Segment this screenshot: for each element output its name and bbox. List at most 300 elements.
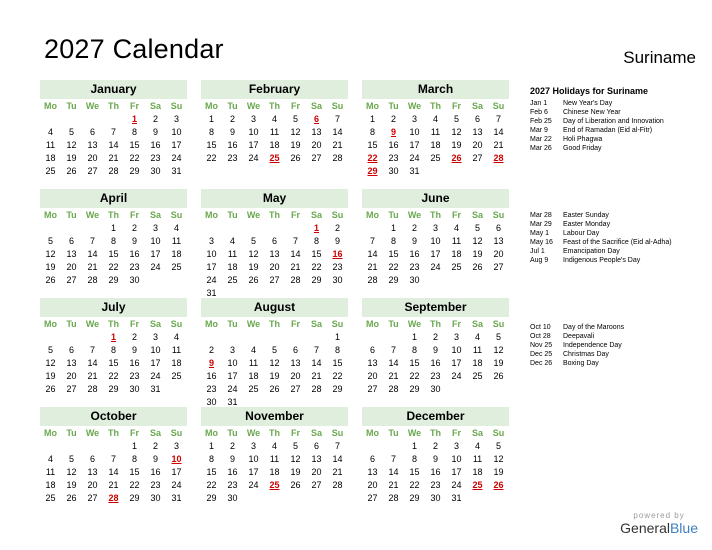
day-cell: 17	[206, 262, 217, 272]
day-cell: 10	[150, 345, 161, 355]
day-cell: 13	[367, 358, 378, 368]
day-cell: 31	[409, 166, 420, 176]
day-cell: 7	[313, 345, 319, 355]
day-cell: 21	[87, 371, 98, 381]
day-cell: 16	[129, 249, 140, 259]
empty-cell	[362, 222, 383, 235]
day-cell: 5	[68, 454, 74, 464]
day-cell: 22	[129, 153, 140, 163]
day-cell: 7	[334, 441, 340, 451]
day-cell: 15	[311, 249, 322, 259]
weekday-label: Tu	[227, 319, 238, 329]
brand-name	[620, 520, 698, 536]
day-cell: 9	[131, 345, 137, 355]
day-cell: 18	[171, 358, 182, 368]
day-cell: 25	[171, 371, 182, 381]
day-cell: 15	[108, 249, 119, 259]
weekday-label: Tu	[388, 428, 399, 438]
weekday-label: Sa	[149, 319, 161, 329]
day-cell: 6	[68, 236, 74, 246]
day-cell: 15	[409, 358, 420, 368]
day-cell: 2	[390, 114, 396, 124]
day-cell: 25	[451, 262, 462, 272]
day-cell: 3	[208, 236, 214, 246]
holiday-day-cell: 1	[110, 332, 116, 342]
day-cell: 25	[171, 262, 182, 272]
holiday-item	[530, 99, 705, 108]
day-cell: 19	[472, 249, 483, 259]
day-cell: 21	[311, 371, 322, 381]
day-cell: 8	[411, 454, 417, 464]
weekday-label: We	[85, 210, 100, 220]
day-cell: 19	[290, 140, 301, 150]
day-cell: 12	[45, 249, 56, 259]
day-cell: 7	[89, 236, 95, 246]
day-cell: 22	[388, 262, 399, 272]
day-cell: 13	[87, 467, 98, 477]
day-cell: 13	[311, 454, 322, 464]
month-header: September	[362, 298, 509, 317]
day-cell: 4	[250, 345, 256, 355]
holiday-day-cell: 9	[208, 358, 214, 368]
day-cell: 31	[150, 384, 161, 394]
weekday-label: Mo	[366, 210, 379, 220]
day-cell: 1	[334, 332, 340, 342]
day-cell: 2	[152, 114, 158, 124]
day-cell: 13	[472, 127, 483, 137]
empty-cell	[201, 331, 222, 344]
day-cell: 11	[472, 454, 483, 464]
day-cell: 21	[388, 371, 399, 381]
weekday-label: Sa	[471, 210, 483, 220]
day-cell: 6	[495, 223, 501, 233]
day-cell: 9	[334, 236, 340, 246]
weekday-label: Su	[170, 210, 183, 220]
day-cell: 9	[152, 127, 158, 137]
day-cell: 21	[388, 480, 399, 490]
weekday-label: Mo	[205, 319, 218, 329]
day-cell: 13	[290, 358, 301, 368]
holiday-item	[530, 341, 705, 350]
day-cell: 6	[313, 441, 319, 451]
day-cell: 27	[311, 153, 322, 163]
day-cell: 2	[131, 332, 137, 342]
weekday-label: Th	[430, 319, 441, 329]
holiday-list-q1	[530, 99, 705, 153]
weekday-label: Fr	[452, 101, 461, 111]
day-cell: 15	[409, 467, 420, 477]
day-cell: 19	[66, 153, 77, 163]
day-cell: 17	[150, 249, 161, 259]
day-cell: 16	[430, 467, 441, 477]
holiday-name: Holi Phagwa	[563, 136, 603, 143]
day-cell: 30	[206, 397, 217, 407]
holiday-item	[530, 332, 705, 341]
weekday-label: Fr	[452, 319, 461, 329]
weekday-label: We	[246, 101, 261, 111]
day-cell: 8	[131, 454, 137, 464]
day-cell: 13	[87, 140, 98, 150]
month-july	[40, 298, 187, 396]
month-days	[201, 208, 348, 300]
holiday-item	[530, 238, 705, 247]
weekday-label: Fr	[452, 210, 461, 220]
holiday-item	[530, 229, 705, 238]
day-cell: 2	[334, 223, 340, 233]
day-cell: 17	[248, 467, 259, 477]
brand-name-general: General	[620, 520, 670, 536]
day-cell: 28	[332, 153, 343, 163]
day-cell: 24	[206, 275, 217, 285]
day-cell: 13	[269, 249, 280, 259]
month-days	[40, 208, 187, 287]
day-cell: 4	[271, 114, 277, 124]
holiday-name: Independence Day	[563, 342, 622, 349]
day-cell: 17	[451, 358, 462, 368]
weekday-label: We	[407, 210, 422, 220]
day-cell: 3	[432, 223, 438, 233]
day-cell: 10	[248, 454, 259, 464]
day-cell: 8	[208, 127, 214, 137]
day-cell: 12	[45, 358, 56, 368]
day-cell: 15	[129, 467, 140, 477]
day-cell: 23	[388, 153, 399, 163]
day-cell: 27	[367, 493, 378, 503]
day-cell: 7	[110, 127, 116, 137]
month-header: October	[40, 407, 187, 426]
day-cell: 29	[311, 275, 322, 285]
day-cell: 4	[271, 441, 277, 451]
holiday-day-cell: 1	[131, 114, 137, 124]
empty-cell	[82, 222, 103, 235]
holiday-list-q4	[530, 323, 705, 368]
day-cell: 26	[45, 384, 56, 394]
weekday-label: Fr	[452, 428, 461, 438]
day-cell: 4	[229, 236, 235, 246]
month-days	[362, 426, 509, 505]
empty-cell	[61, 113, 82, 126]
day-cell: 9	[411, 236, 417, 246]
weekday-label: We	[246, 210, 261, 220]
day-cell: 26	[66, 166, 77, 176]
day-cell: 18	[472, 467, 483, 477]
day-cell: 4	[474, 441, 480, 451]
day-cell: 17	[171, 140, 182, 150]
day-cell: 24	[150, 262, 161, 272]
holiday-item	[530, 135, 705, 144]
day-cell: 16	[227, 467, 238, 477]
day-cell: 10	[206, 249, 217, 259]
weekday-label: Fr	[291, 319, 300, 329]
holiday-name: Easter Sunday	[563, 212, 609, 219]
weekday-label: Th	[269, 101, 280, 111]
day-cell: 29	[129, 493, 140, 503]
month-may	[201, 189, 348, 300]
day-cell: 21	[108, 153, 119, 163]
day-cell: 3	[453, 441, 459, 451]
holiday-date: Oct 10	[530, 324, 551, 331]
month-days	[40, 426, 187, 505]
day-cell: 8	[369, 127, 375, 137]
day-cell: 23	[430, 480, 441, 490]
empty-cell	[40, 331, 61, 344]
day-cell: 17	[150, 358, 161, 368]
weekday-label: We	[407, 101, 422, 111]
day-cell: 23	[150, 480, 161, 490]
weekday-label: Tu	[66, 210, 77, 220]
day-cell: 6	[89, 127, 95, 137]
day-cell: 19	[66, 480, 77, 490]
weekday-label: We	[246, 319, 261, 329]
empty-cell	[285, 222, 306, 235]
holiday-name: Emancipation Day	[563, 248, 620, 255]
day-cell: 24	[409, 153, 420, 163]
day-cell: 30	[332, 275, 343, 285]
weekday-label: Fr	[130, 319, 139, 329]
day-cell: 23	[227, 480, 238, 490]
brand-logo	[620, 511, 698, 536]
day-cell: 18	[171, 249, 182, 259]
holiday-day-cell: 1	[313, 223, 319, 233]
holiday-name: Day of Liberation and Innovation	[563, 118, 664, 125]
day-cell: 12	[472, 236, 483, 246]
day-cell: 15	[108, 358, 119, 368]
weekday-label: Tu	[227, 428, 238, 438]
holiday-day-cell: 26	[451, 153, 462, 163]
day-cell: 3	[411, 114, 417, 124]
weekday-label: We	[407, 428, 422, 438]
day-cell: 25	[430, 153, 441, 163]
day-cell: 4	[474, 332, 480, 342]
weekday-label: Su	[492, 428, 505, 438]
weekday-label: Mo	[44, 319, 57, 329]
day-cell: 28	[332, 480, 343, 490]
day-cell: 12	[493, 454, 504, 464]
month-header: February	[201, 80, 348, 99]
day-cell: 11	[227, 249, 238, 259]
weekday-label: Fr	[130, 101, 139, 111]
empty-cell	[264, 331, 285, 344]
day-cell: 10	[171, 127, 182, 137]
day-cell: 28	[388, 384, 399, 394]
holiday-day-cell: 29	[367, 166, 378, 176]
holiday-date: Dec 26	[530, 360, 553, 367]
day-cell: 9	[229, 127, 235, 137]
day-cell: 9	[152, 454, 158, 464]
holiday-item	[530, 247, 705, 256]
day-cell: 19	[248, 262, 259, 272]
holiday-date: Dec 25	[530, 351, 553, 358]
day-cell: 22	[129, 480, 140, 490]
day-cell: 15	[129, 140, 140, 150]
day-cell: 23	[129, 371, 140, 381]
weekday-label: Mo	[44, 428, 57, 438]
day-cell: 15	[206, 467, 217, 477]
holiday-name: Feast of the Sacrifice (Eid al-Adha)	[563, 239, 672, 246]
holiday-date: Mar 29	[530, 221, 552, 228]
day-cell: 17	[430, 249, 441, 259]
weekday-label: Fr	[130, 210, 139, 220]
empty-cell	[362, 331, 383, 344]
day-cell: 30	[129, 275, 140, 285]
day-cell: 5	[68, 127, 74, 137]
day-cell: 16	[227, 140, 238, 150]
day-cell: 9	[229, 454, 235, 464]
day-cell: 12	[248, 249, 259, 259]
holiday-name: Indigenous People's Day	[563, 257, 641, 264]
day-cell: 24	[248, 153, 259, 163]
day-cell: 11	[45, 467, 56, 477]
day-cell: 9	[131, 236, 137, 246]
month-april	[40, 189, 187, 287]
day-cell: 16	[388, 140, 399, 150]
day-cell: 27	[290, 384, 301, 394]
month-december	[362, 407, 509, 505]
day-cell: 27	[87, 166, 98, 176]
empty-cell	[285, 331, 306, 344]
day-cell: 22	[108, 371, 119, 381]
month-days	[40, 99, 187, 178]
day-cell: 3	[173, 114, 179, 124]
day-cell: 21	[493, 140, 504, 150]
day-cell: 8	[313, 236, 319, 246]
empty-cell	[61, 440, 82, 453]
day-cell: 12	[269, 358, 280, 368]
day-cell: 14	[332, 127, 343, 137]
holiday-name: Easter Monday	[563, 221, 611, 228]
day-cell: 28	[87, 275, 98, 285]
holiday-date: Mar 26	[530, 145, 552, 152]
day-cell: 13	[493, 236, 504, 246]
day-cell: 2	[229, 114, 235, 124]
day-cell: 18	[45, 480, 56, 490]
day-cell: 2	[229, 441, 235, 451]
day-cell: 11	[171, 345, 182, 355]
day-cell: 3	[453, 332, 459, 342]
day-cell: 4	[47, 127, 53, 137]
day-cell: 12	[66, 140, 77, 150]
day-cell: 5	[47, 345, 53, 355]
holiday-item	[530, 126, 705, 135]
month-days	[201, 317, 348, 409]
weekday-label: Th	[269, 428, 280, 438]
empty-cell	[40, 222, 61, 235]
day-cell: 7	[89, 345, 95, 355]
weekday-label: Tu	[227, 101, 238, 111]
day-cell: 30	[150, 166, 161, 176]
day-cell: 19	[451, 140, 462, 150]
empty-cell	[82, 331, 103, 344]
holiday-day-cell: 28	[108, 493, 119, 503]
weekday-label: Su	[331, 428, 344, 438]
day-cell: 10	[430, 236, 441, 246]
weekday-label: Tu	[388, 210, 399, 220]
day-cell: 6	[369, 345, 375, 355]
weekday-label: Sa	[471, 428, 483, 438]
month-days	[362, 317, 509, 396]
day-cell: 10	[451, 345, 462, 355]
holiday-day-cell: 25	[472, 480, 483, 490]
holiday-name: Christmas Day	[563, 351, 609, 358]
day-cell: 5	[292, 114, 298, 124]
day-cell: 9	[432, 345, 438, 355]
day-cell: 27	[269, 275, 280, 285]
empty-cell	[40, 440, 61, 453]
country-name: Suriname	[623, 48, 696, 67]
day-cell: 20	[493, 249, 504, 259]
empty-cell	[61, 222, 82, 235]
weekday-label: Su	[170, 101, 183, 111]
holiday-name: Good Friday	[563, 145, 602, 152]
day-cell: 2	[131, 223, 137, 233]
day-cell: 12	[66, 467, 77, 477]
holiday-day-cell: 22	[367, 153, 378, 163]
day-cell: 14	[87, 249, 98, 259]
holiday-day-cell: 26	[493, 480, 504, 490]
day-cell: 29	[108, 384, 119, 394]
weekday-label: We	[407, 319, 422, 329]
day-cell: 14	[367, 249, 378, 259]
holidays-heading: 2027 Holidays for Suriname	[530, 86, 649, 96]
month-header: July	[40, 298, 187, 317]
month-days	[362, 208, 509, 287]
day-cell: 5	[47, 236, 53, 246]
day-cell: 3	[229, 345, 235, 355]
day-cell: 27	[493, 262, 504, 272]
day-cell: 10	[248, 127, 259, 137]
day-cell: 7	[292, 236, 298, 246]
day-cell: 22	[108, 262, 119, 272]
holiday-date: Mar 28	[530, 212, 552, 219]
day-cell: 4	[453, 223, 459, 233]
day-cell: 24	[451, 371, 462, 381]
weekday-label: Tu	[388, 319, 399, 329]
day-cell: 19	[45, 262, 56, 272]
weekday-label: Sa	[310, 428, 322, 438]
month-header: March	[362, 80, 509, 99]
day-cell: 8	[131, 127, 137, 137]
month-august	[201, 298, 348, 409]
holiday-day-cell: 6	[313, 114, 319, 124]
holiday-item	[530, 220, 705, 229]
month-days	[40, 317, 187, 396]
weekday-label: Su	[331, 319, 344, 329]
day-cell: 17	[248, 140, 259, 150]
day-cell: 14	[108, 140, 119, 150]
month-days	[201, 99, 348, 165]
weekday-label: Th	[108, 210, 119, 220]
day-cell: 11	[171, 236, 182, 246]
day-cell: 11	[451, 236, 462, 246]
month-november	[201, 407, 348, 505]
day-cell: 14	[388, 467, 399, 477]
day-cell: 29	[332, 384, 343, 394]
day-cell: 23	[206, 384, 217, 394]
holiday-item	[530, 144, 705, 153]
weekday-label: Mo	[205, 428, 218, 438]
day-cell: 15	[206, 140, 217, 150]
day-cell: 30	[227, 493, 238, 503]
empty-cell	[383, 331, 404, 344]
weekday-label: Su	[492, 319, 505, 329]
day-cell: 23	[227, 153, 238, 163]
day-cell: 23	[150, 153, 161, 163]
empty-cell	[243, 222, 264, 235]
day-cell: 11	[248, 358, 259, 368]
day-cell: 31	[171, 493, 182, 503]
holiday-day-cell: 9	[390, 127, 396, 137]
day-cell: 5	[453, 114, 459, 124]
